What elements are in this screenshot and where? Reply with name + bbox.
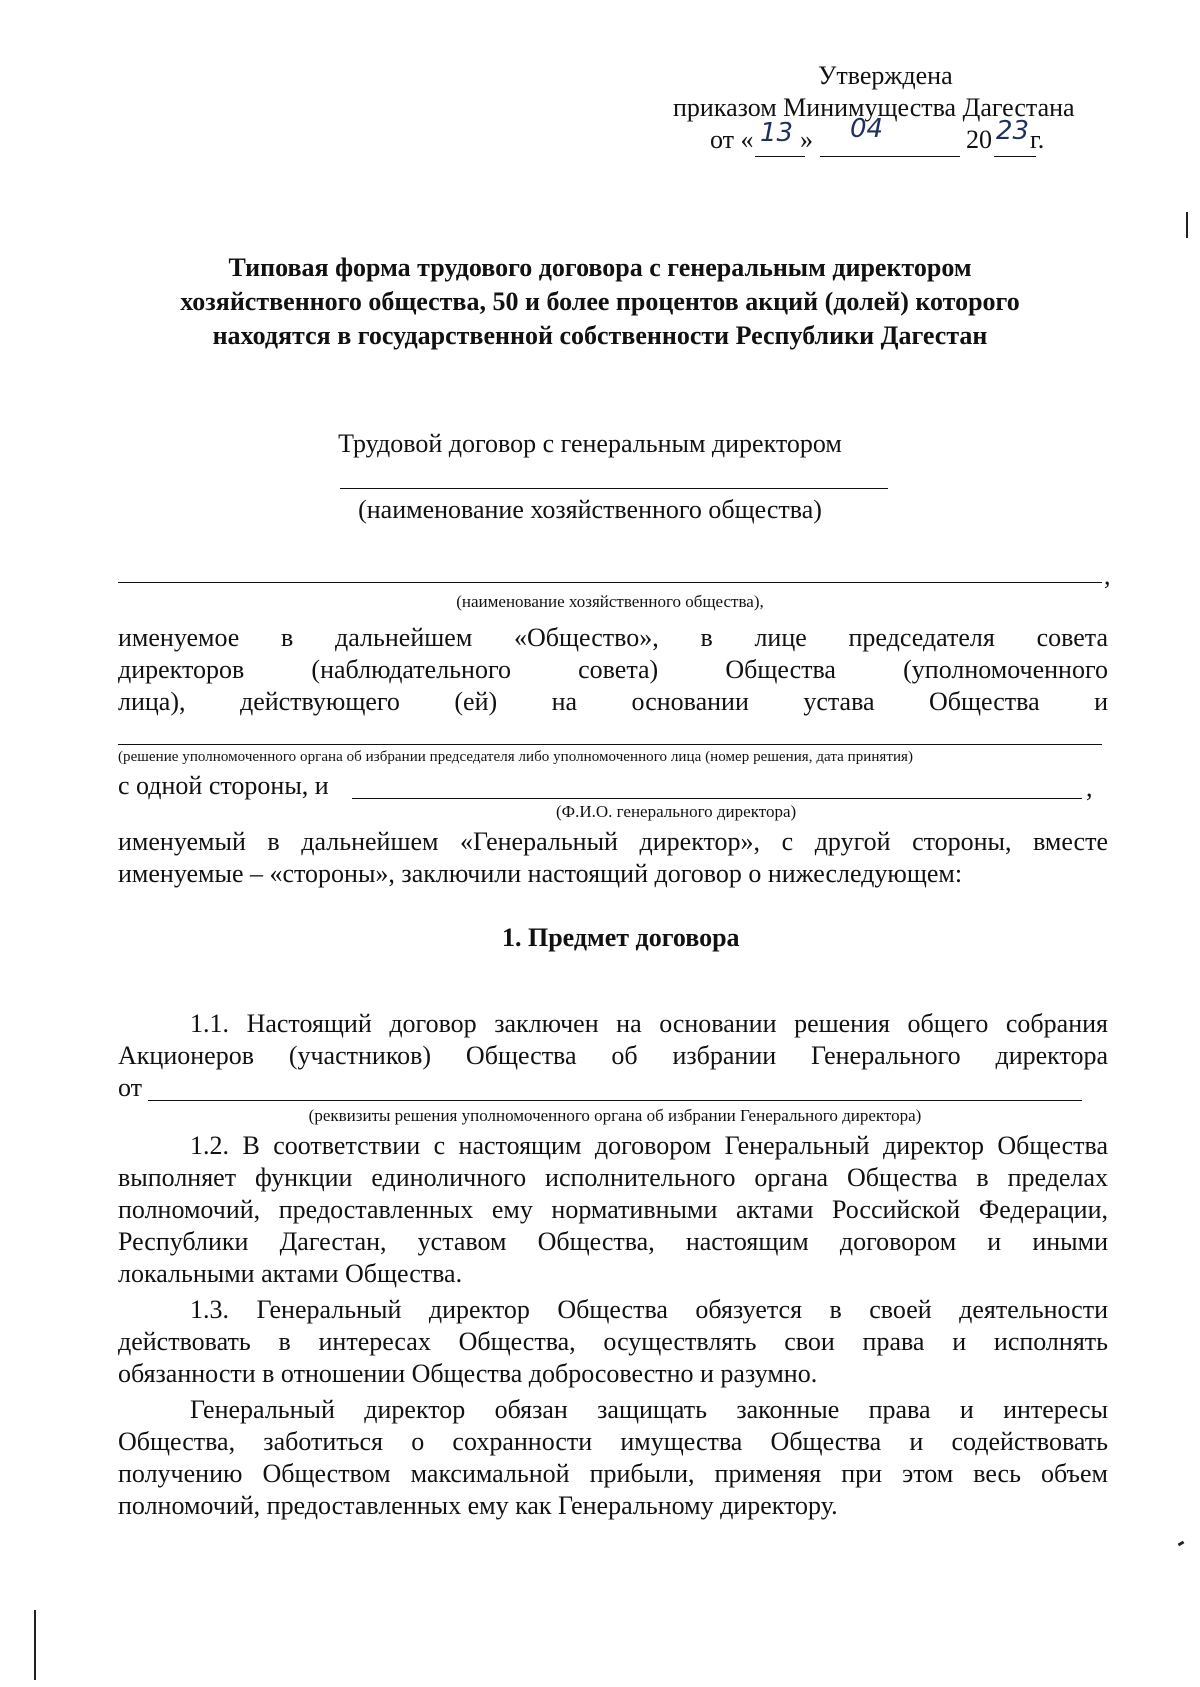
date-month: 04 [850, 114, 884, 144]
caption-decision: (решение уполномоченного органа об избрании председателя либо уполномоченного лица (номер решения, дата принятия) [118, 749, 914, 765]
p14-line4: полномочий, предоставленных ему как Генеральному директору. [118, 1491, 838, 1520]
side-one-text: с одной стороны, и [118, 771, 329, 800]
approval-label: Утверждена [818, 61, 953, 90]
date-prefix: от « [710, 125, 754, 154]
p13-line2: действовать в интересах Общества, осуществлять свои права и исполнять [118, 1327, 1108, 1356]
scan-edge-mark-right [1186, 212, 1188, 238]
contract-heading: Трудовой договор с генеральным директором [338, 429, 842, 458]
para2-line1: именуемый в дальнейшем «Генеральный директор», с другой стороны, вместе [118, 827, 1108, 856]
para1-line2: директоров (наблюдательного совета) Общества (уполномоченного [118, 655, 1108, 684]
caption-director-fio: (Ф.И.О. генерального директора) [556, 802, 797, 821]
p11-line1: 1.1. Настоящий договор заключен на основании решения общего собрания [190, 1009, 1108, 1038]
p14-line3: получению Обществом максимальной прибыли, применяя при этом весь объем [118, 1459, 1108, 1488]
p13-line3: обязанности в отношении Общества добросовестно и разумно. [118, 1359, 818, 1388]
document-title-line-1: Типовая форма трудового договора с генеральным директором [228, 253, 972, 282]
company-blank-comma: , [1104, 561, 1111, 590]
side-one-comma: , [1086, 773, 1093, 802]
approval-order: приказом Минимущества Дагестана [673, 93, 1075, 122]
para2-line2: именуемые – «стороны», заключили настоящий договор о нижеследующем: [118, 859, 963, 888]
p12-line5: локальными актами Общества. [118, 1259, 463, 1288]
p14-line2: Общества, заботиться о сохранности имущества Общества и содействовать [118, 1427, 1108, 1456]
p11-line2: Акционеров (участников) Общества об избрании Генерального директора [118, 1041, 1108, 1070]
p11-from: от [118, 1073, 143, 1102]
para1-line3: лица), действующего (ей) на основании устава Общества и [118, 687, 1108, 716]
date-year-end: г. [1030, 125, 1045, 154]
p12-line4: Республики Дагестан, уставом Общества, настоящим договором и иными [118, 1227, 1108, 1256]
p12-line3: полномочий, предоставленных ему нормативными актами Российской Федерации, [118, 1195, 1108, 1224]
p12-line1: 1.2. В соответствии с настоящим договором Генеральный директор Общества [190, 1131, 1108, 1160]
requisites-blank [148, 1100, 1082, 1101]
director-name-blank [352, 798, 1082, 799]
caption-requisites: (реквизиты решения уполномоченного органа об избрании Генерального директора) [308, 1106, 922, 1125]
caption-company-name-2: (наименование хозяйственного общества), [456, 592, 764, 611]
p13-line1: 1.3. Генеральный директор Общества обязуется в своей деятельности [190, 1295, 1108, 1324]
decision-blank [118, 744, 1102, 745]
document-title-line-2: хозяйственного общества, 50 и более процентов акций (долей) которого [180, 287, 1020, 316]
document-title-line-3: находятся в государственной собственности Республики Дагестан [212, 321, 988, 350]
caption-company-name: (наименование хозяйственного общества) [358, 495, 822, 524]
date-year-prefix: 20 [966, 125, 992, 154]
p14-line1: Генеральный директор обязан защищать законные права и интересы [190, 1395, 1108, 1424]
p12-line2: выполняет функции единоличного исполнительного органа Общества в пределах [118, 1163, 1108, 1192]
scan-edge-mark-left [34, 1610, 36, 1680]
scan-speck [1178, 1541, 1185, 1547]
date-year: 23 [996, 116, 1030, 146]
date-day: 13 [760, 118, 794, 148]
date-close-quote: » [800, 125, 813, 154]
para1-line1: именуемое в дальнейшем «Общество», в лице председателя совета [118, 623, 1108, 652]
company-name-blank [118, 582, 1102, 583]
section-1-heading: 1. Предмет договора [502, 923, 740, 952]
